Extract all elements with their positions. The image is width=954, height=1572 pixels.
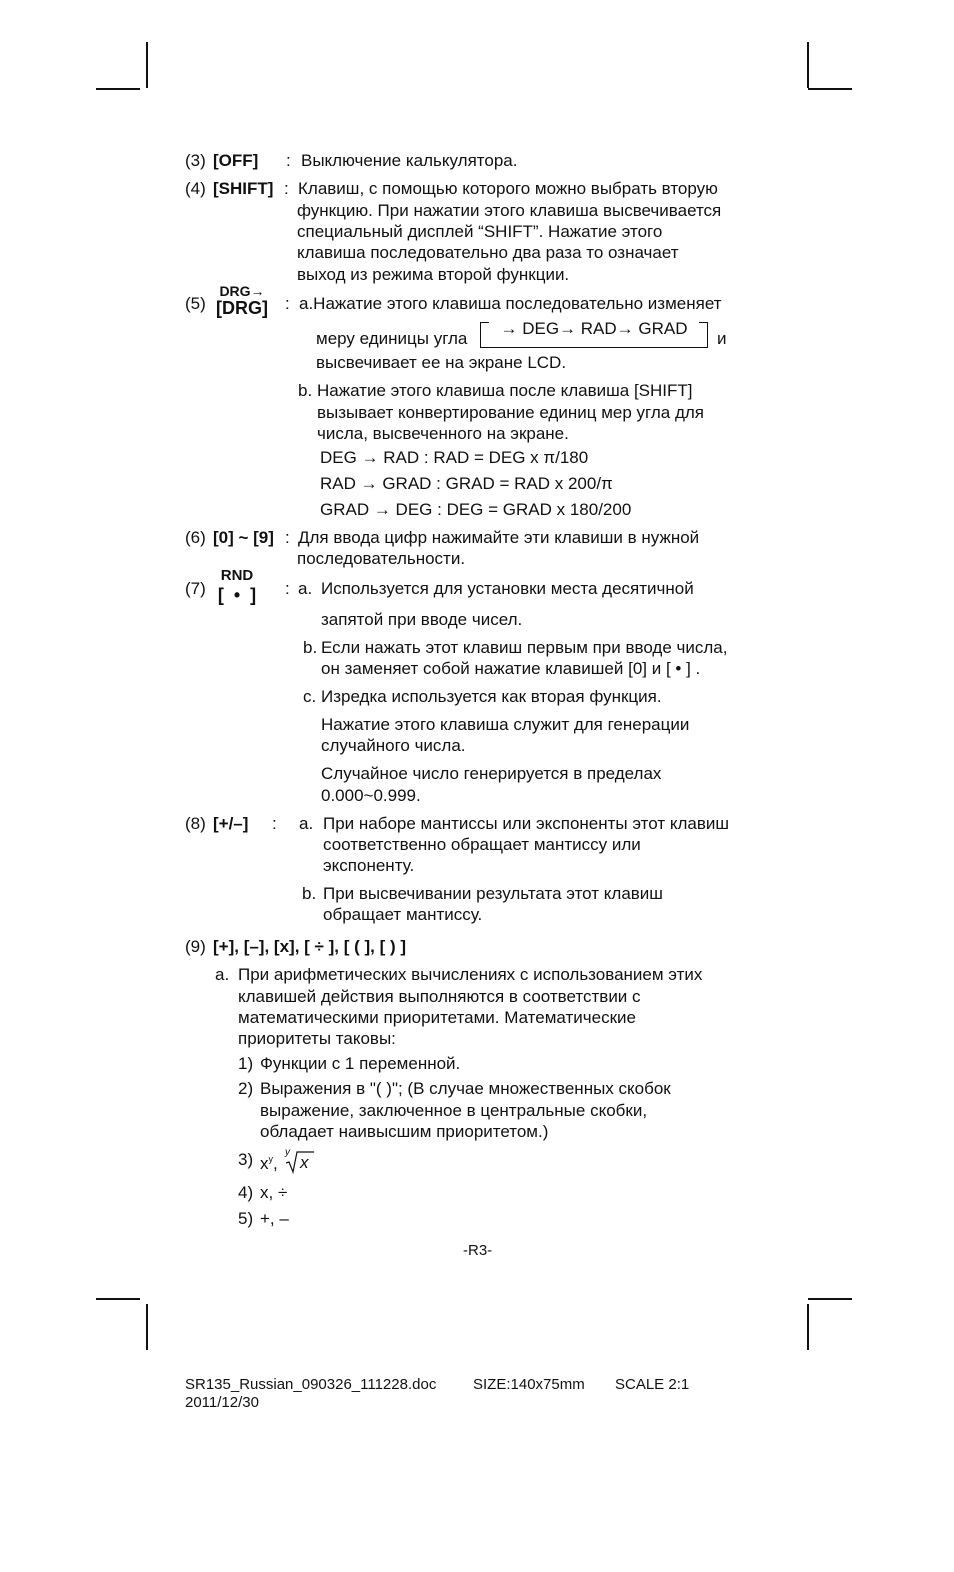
colon: : — [285, 579, 290, 598]
power-expression — [260, 1149, 278, 1174]
priority-number: 1) — [238, 1054, 254, 1073]
key-operators-label: [+], [–], [x], [ ÷ ], [ ( ], [ ) ] — [213, 937, 406, 956]
priority-number: 4) — [238, 1183, 254, 1202]
separator: , — [273, 1154, 278, 1173]
crop-mark — [96, 1298, 140, 1300]
item-7b-line: он заменяет собой нажатие клавишей [0] и [ • ] . — [321, 659, 701, 678]
item-5b-label: b. — [298, 381, 313, 400]
item-6-number: (6) — [185, 528, 206, 547]
page-number: -R3- — [463, 1242, 493, 1259]
item-6-line: последовательности. — [297, 549, 466, 568]
priority-text: x, ÷ — [260, 1183, 288, 1202]
footer-size: SIZE:140x75mm — [473, 1376, 585, 1393]
formula: DEG → RAD : RAD = DEG x π/180 — [320, 448, 589, 467]
crop-mark — [96, 88, 140, 90]
item-4-number: (4) — [185, 179, 206, 198]
item-9a-line: При арифметических вычислениях с использованием этих — [238, 965, 703, 984]
root-radicand: x — [300, 1153, 309, 1172]
colon: : — [285, 528, 290, 547]
item-3-number: (3) — [185, 151, 206, 170]
item-8a-label: a. — [299, 814, 314, 833]
angle-unit-cycle-text: → DEG→ RAD→ GRAD — [500, 319, 688, 338]
crop-mark — [146, 42, 148, 88]
crop-mark — [808, 88, 852, 90]
formula: RAD → GRAD : GRAD = RAD x 200/π — [320, 474, 613, 493]
item-5a-line: высвечивает ее на экране LCD. — [316, 353, 567, 372]
item-7c-line: Случайное число генерируется в пределах — [321, 764, 662, 783]
item-7c-line: Изредка используется как вторая функция. — [321, 687, 662, 706]
footer-date: 2011/12/30 — [185, 1394, 259, 1411]
key-digits-label: [0] ~ [9] — [213, 528, 274, 547]
item-7c-label: c. — [303, 687, 317, 706]
item-8a-line: экспоненту. — [323, 856, 415, 875]
item-8b-label: b. — [302, 884, 317, 903]
item-4-line: клавиша последовательно два раза то означает — [297, 243, 679, 262]
colon: : — [286, 151, 291, 170]
power-exponent: y — [268, 1154, 273, 1164]
angle-unit-cycle — [480, 319, 708, 348]
item-9a-label: a. — [215, 965, 230, 984]
item-5b-line: вызывает конвертирование единиц мер угла для — [317, 403, 704, 422]
item-6-line: Для ввода цифр нажимайте эти клавиши в нужной — [298, 528, 700, 547]
key-shift-label: [SHIFT] — [213, 179, 274, 198]
item-7c-line: Нажатие этого клавиша служит для генерации — [321, 715, 690, 734]
crop-mark — [807, 42, 809, 88]
item-7-number: (7) — [185, 579, 206, 598]
item-7a-line: запятой при вводе чисел. — [321, 610, 523, 629]
colon: : — [272, 814, 277, 833]
priority-number: 5) — [238, 1209, 254, 1228]
power-base: x — [260, 1154, 269, 1173]
key-sign-label: [+/–] — [213, 814, 249, 833]
item-5-number: (5) — [185, 294, 206, 313]
footer-filename: SR135_Russian_090326_111228.doc — [185, 1376, 437, 1393]
item-5a-and: и — [717, 329, 727, 348]
item-5a-line: меру единицы угла — [316, 329, 468, 348]
footer-scale: SCALE 2:1 — [615, 1376, 690, 1393]
key-point-label: [ • ] — [217, 585, 257, 605]
crop-mark — [807, 1304, 809, 1350]
item-4-line: Клавиш, с помощью которого можно выбрать вторую — [298, 179, 718, 198]
colon: : — [284, 179, 289, 198]
priority-text: Выражения в "( )"; (В случае множественных скобок — [260, 1079, 671, 1098]
item-7a-label: a. — [298, 579, 313, 598]
item-5b-line: Нажатие этого клавиша после клавиша [SHIFT] — [317, 381, 693, 400]
priority-text: +, – — [260, 1209, 289, 1228]
item-5a-line: a.Нажатие этого клавиша последовательно изменяет — [299, 294, 722, 313]
item-7c-line: 0.000~0.999. — [321, 786, 421, 805]
key-rnd-second-label: RND — [220, 567, 254, 584]
item-9a-line: приоритеты таковы: — [238, 1029, 396, 1048]
item-4-line: выход из режима второй функции. — [297, 265, 570, 284]
item-8a-line: соответственно обращает мантиссу или — [323, 835, 641, 854]
priority-text: выражение, заключенное в центральные скобки, — [260, 1101, 648, 1120]
item-9a-line: клавишей действия выполняются в соответствии с — [238, 987, 641, 1006]
priority-text: Функции с 1 переменной. — [260, 1054, 461, 1073]
formula: GRAD → DEG : DEG = GRAD x 180/200 — [320, 500, 632, 519]
item-9a-line: математическими приоритетами. Математические — [238, 1008, 636, 1027]
item-5b-line: числа, высвеченного на экране. — [317, 424, 569, 443]
item-8b-line: При высвечивании результата этот клавиш — [323, 884, 663, 903]
priority-number: 2) — [238, 1079, 254, 1098]
item-3-text: Выключение калькулятора. — [301, 151, 518, 170]
item-7b-line: Если нажать этот клавиш первым при вводе числа, — [321, 638, 728, 657]
key-drg-second-label: DRG→ — [219, 283, 265, 299]
key-drg-label: [DRG] — [216, 298, 268, 318]
root-index: y — [285, 1147, 290, 1158]
crop-mark — [808, 1298, 852, 1300]
item-8a-line: При наборе мантиссы или экспоненты этот клавиш — [323, 814, 730, 833]
item-7c-line: случайного числа. — [321, 736, 466, 755]
item-8b-line: обращает мантиссу. — [323, 905, 483, 924]
item-7a-line: Используется для установки места десятичной — [321, 579, 694, 598]
item-9-number: (9) — [185, 937, 206, 956]
item-8-number: (8) — [185, 814, 206, 833]
key-off-label: [OFF] — [213, 151, 259, 170]
item-4-line: функцию. При нажатии этого клавиша высвечивается — [297, 201, 722, 220]
priority-number: 3) — [238, 1150, 254, 1169]
priority-text: обладает наивысшим приоритетом.) — [260, 1122, 549, 1141]
crop-mark — [146, 1304, 148, 1350]
colon: : — [285, 294, 290, 313]
item-7b-label: b. — [303, 638, 318, 657]
root-expression — [284, 1148, 316, 1174]
item-4-line: специальный дисплей “SHIFT”. Нажатие этого — [297, 222, 663, 241]
